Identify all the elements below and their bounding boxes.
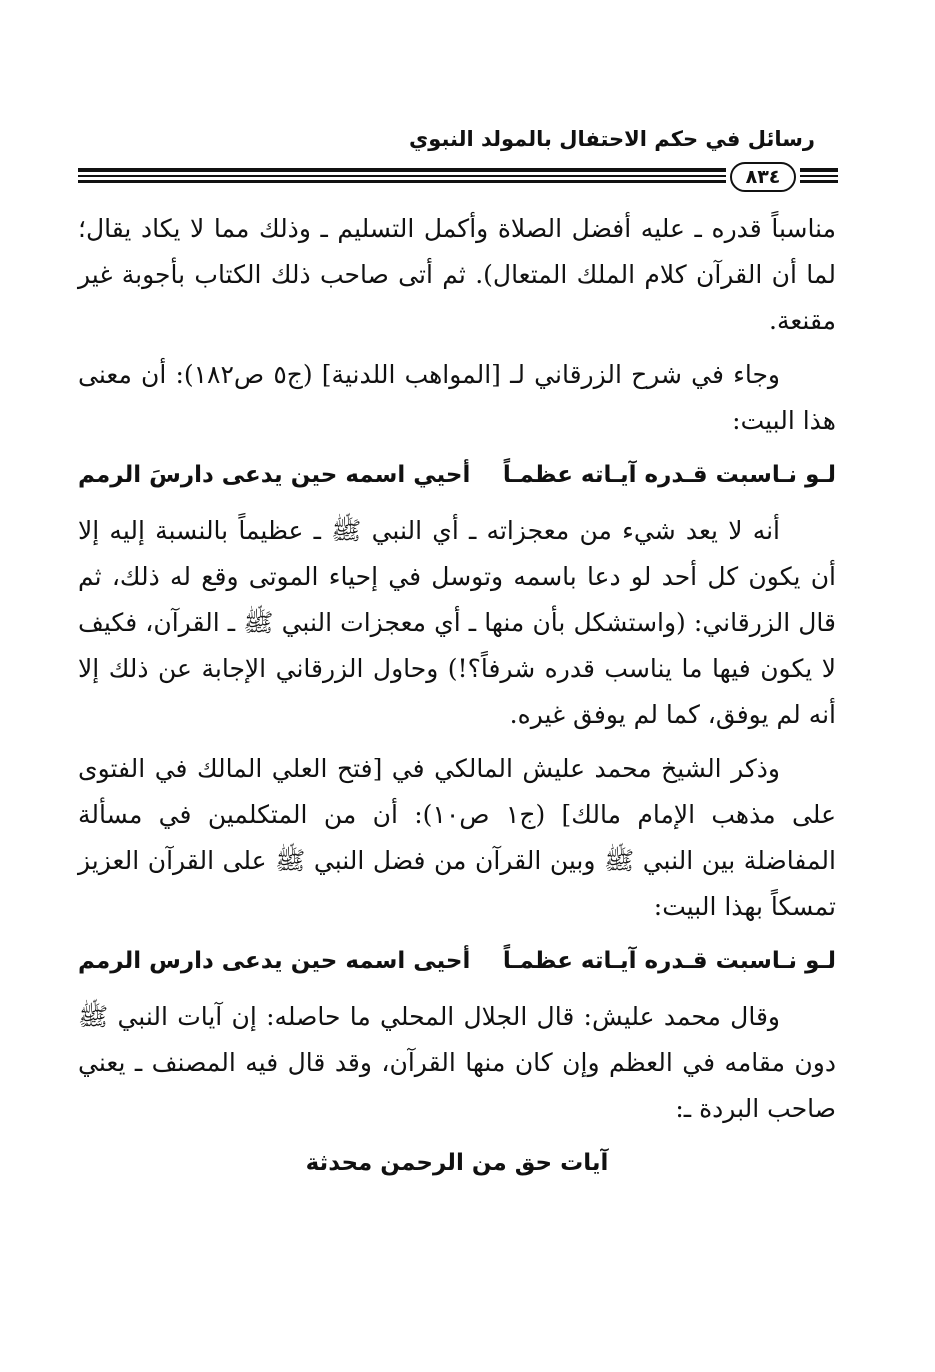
header-rule-line	[78, 175, 726, 177]
verse-hemistich: أحيي اسمه حين يدعى دارسَ الرمم	[78, 462, 471, 488]
poetry-verse-centered: آيات حق من الرحمن محدثة	[305, 1150, 609, 1176]
paragraph: وذكر الشيخ محمد عليش المالكي في [فتح العلي المالك في الفتوى على مذهب الإمام مالك] (ج١ ص١٠): أن من المتكلمين في مسألة المفاضلة بين النبي ﷺ وبين القرآن من فضل النبي ﷺ على القرآن العزيز تمسكاً بهذا البيت:	[78, 754, 837, 921]
verse-hemistich: أحيى اسمه حين يدعى دارس الرمم	[78, 948, 471, 974]
header-rule-line	[78, 168, 726, 172]
verse-hemistich: لـو نـاسبت قـدره آيـاته عظمـاً	[502, 462, 836, 488]
body-text	[78, 206, 836, 1186]
header-rule-line	[78, 180, 726, 183]
header-rule	[78, 162, 838, 192]
paragraph: وجاء في شرح الزرقاني لـ [المواهب اللدنية] (ج٥ ص١٨٢): أن معنى هذا البيت:	[78, 360, 836, 435]
paragraph: مناسباً قدره ـ عليه أفضل الصلاة وأكمل التسليم ـ وذلك مما لا يكاد يقال؛ لما أن القرآن كلام الملك المتعال). ثم أتى صاحب ذلك الكتاب بأجوبة غير مقنعة.	[78, 214, 836, 335]
paragraph: وقال محمد عليش: قال الجلال المحلي ما حاصله: إن آيات النبي ﷺ دون مقامه في العظم وإن كان منها القرآن، وقد قال فيه المصنف ـ يعني صاحب البردة ـ:	[78, 1002, 836, 1123]
poetry-verse	[78, 938, 836, 984]
paragraph: أنه لا يعد شيء من معجزاته ـ أي النبي ﷺ ـ عظيماً بالنسبة إليه إلا أن يكون كل أحد لو دعا باسمه وتوسل في إحياء الموتى وقع له ذلك، ثم قال الزرقاني: (واستشكل بأن منها ـ أي معجزات النبي ﷺ ـ القرآن، فكيف لا يكون فيها ما يناسب قدره شرفاً؟!) وحاول الزرقاني الإجابة عن ذلك إلا أنه لم يوفق، كما لم يوفق غيره.	[78, 516, 836, 729]
running-title: رسائل في حكم الاحتفال بالمولد النبوي	[409, 127, 815, 151]
header-rule-line	[800, 180, 838, 183]
poetry-verse	[78, 452, 836, 498]
header-rule-line	[800, 168, 838, 172]
verse-hemistich: لـو نـاسبت قـدره آيـاته عظمـاً	[502, 948, 836, 974]
header-rule-line	[800, 175, 838, 177]
page-number: ٨٣٤	[730, 162, 796, 192]
